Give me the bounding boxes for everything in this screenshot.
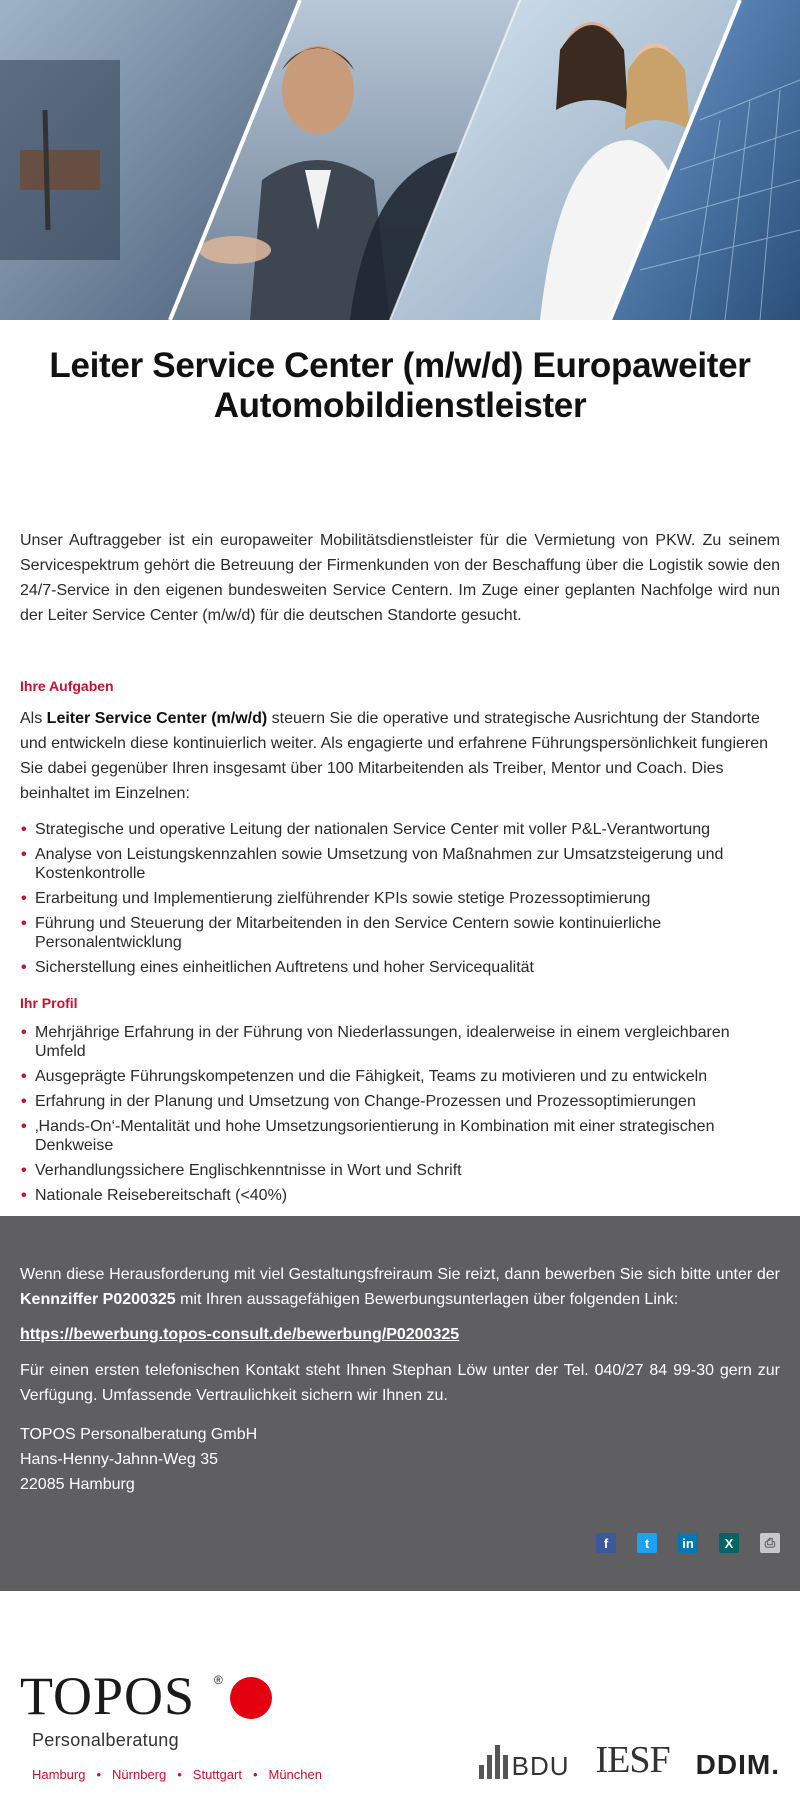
twitter-icon[interactable]: t — [637, 1533, 657, 1553]
print-icon[interactable]: ⎙ — [760, 1533, 780, 1553]
list-item — [20, 889, 780, 908]
list-item-text: Strategische und operative Leitung der nationalen Service Center mit voller P&L-Verantwortung — [35, 821, 711, 838]
list-item-text: ‚Hands-On‘-Mentalität und hohe Umsetzungsorientierung in Kombination mit einer strategischen Denkweise — [35, 1118, 715, 1154]
city-link[interactable]: Hamburg — [32, 1767, 86, 1782]
bdu-text: BDU — [511, 1751, 570, 1781]
tasks-para-prefix: Als — [20, 710, 47, 727]
list-item — [20, 845, 780, 883]
bullet-icon: • — [21, 1118, 27, 1135]
address-line: 22085 Hamburg — [20, 1476, 135, 1493]
bullet-icon: • — [21, 1162, 27, 1179]
list-item — [20, 958, 780, 977]
list-item-text: Analyse von Leistungskennzahlen sowie Umsetzung von Maßnahmen zur Umsatzsteigerung und Kostenkontrolle — [35, 846, 724, 882]
facebook-icon[interactable]: f — [596, 1533, 616, 1553]
bullet-icon: • — [21, 1093, 27, 1110]
registered-mark: ® — [214, 1673, 223, 1687]
list-item-text: Mehrjährige Erfahrung in der Führung von Niederlassungen, idealerweise in einem vergleichbaren Umfeld — [35, 1024, 730, 1060]
intro-text: Unser Auftraggeber ist ein europaweiter Mobilitätsdienstleister für die Vermietung von PKW. Zu seinem Servicespektrum gehört die Betreuung der Firmenkunden von der Beschaffung über die Logistik sowie den 24/7-Service in den eigenen bundesweiten Service Centern. Im Zuge einer geplanten Nachfolge wird nun der Leiter Service Center (m/w/d) für die deutschen Standorte gesucht. — [20, 532, 780, 624]
list-item-text: Verhandlungssichere Englischkenntnisse in Wort und Schrift — [35, 1162, 462, 1179]
phone-contact-text: Für einen ersten telefonischen Kontakt steht Ihnen Stephan Löw unter der Tel. 040/27 84 99-30 gern zur Verfügung. Umfassende Vertraulichkeit sichern wir Ihnen zu. — [20, 1362, 780, 1404]
bullet-icon: • — [21, 1187, 27, 1204]
address-line: TOPOS Personalberatung GmbH — [20, 1426, 258, 1443]
logo-dot-icon — [230, 1677, 272, 1719]
hero-image — [0, 0, 800, 320]
linkedin-icon[interactable]: in — [678, 1533, 698, 1553]
list-item — [20, 1067, 780, 1086]
city-link[interactable]: München — [268, 1767, 322, 1782]
section-heading-profile: Ihr Profil — [20, 995, 78, 1011]
address-line: Hans-Henny-Jahnn-Weg 35 — [20, 1451, 219, 1468]
footer — [0, 1591, 800, 1814]
city-separator: • — [252, 1767, 258, 1782]
apply-text — [20, 1262, 780, 1312]
tasks-paragraph — [20, 706, 780, 806]
list-item — [20, 1161, 780, 1180]
section-heading-tasks: Ihre Aufgaben — [20, 678, 114, 694]
apply-prefix: Wenn diese Herausforderung mit viel Gestaltungsfreiraum Sie reizt, dann bewerben Sie sich bitte unter der — [20, 1266, 780, 1283]
application-link[interactable]: https://bewerbung.topos-consult.de/bewerbung/P0200325 — [20, 1326, 460, 1343]
list-item-text: Nationale Reisebereitschaft (<40%) — [35, 1187, 288, 1204]
list-item — [20, 1186, 780, 1205]
company-address — [20, 1422, 780, 1497]
tasks-para-bold: Leiter Service Center (m/w/d) — [46, 710, 268, 727]
list-item — [20, 1117, 780, 1155]
bdu-bars-icon — [479, 1745, 508, 1779]
list-item-text: Ausgeprägte Führungskompetenzen und die Fähigkeit, Teams zu motivieren und zu entwickeln — [35, 1068, 708, 1085]
topos-logo — [20, 1666, 223, 1750]
xing-icon[interactable]: X — [719, 1533, 739, 1553]
bullet-icon: • — [21, 1024, 27, 1041]
profile-list — [20, 1023, 780, 1205]
city-link[interactable]: Nürnberg — [112, 1767, 167, 1782]
bullet-icon: • — [21, 1068, 27, 1085]
ddim-logo: DDIM. — [695, 1749, 780, 1780]
list-item-text: Erfahrung in der Planung und Umsetzung von Change-Prozessen und Prozessoptimierungen — [35, 1093, 696, 1110]
city-separator: • — [177, 1767, 182, 1782]
bullet-icon: • — [21, 846, 27, 863]
list-item — [20, 914, 780, 952]
list-item-text: Erarbeitung und Implementierung zielführender KPIs sowie stetige Prozessoptimierung — [35, 890, 651, 907]
bullet-icon: • — [21, 821, 27, 838]
job-description — [0, 528, 800, 1205]
list-item — [20, 820, 780, 839]
list-item — [20, 1092, 780, 1111]
list-item — [20, 1023, 780, 1061]
esf-logo: IESF — [595, 1739, 670, 1781]
bdu-logo — [479, 1745, 570, 1779]
person-face-icon — [282, 46, 354, 134]
association-logos — [479, 1741, 780, 1779]
logo-subtitle: Personalberatung — [32, 1730, 179, 1750]
tasks-para-rest: steuern Sie die operative und strategische Ausrichtung der Standorte und entwickeln diese kontinuierlich weiter. Als engagierte und erfahrene Führungspersönlichkeit fungieren Sie dabei gegenüber Ihren insgesamt über 100 Mitarbeitenden als Treiber, Mentor und Coach. Dies beinhaltet im Einzelnen: — [20, 710, 769, 802]
hero-collage — [0, 0, 800, 320]
city-separator: • — [96, 1767, 102, 1782]
apply-rest: mit Ihren aussagefähigen Bewerbungsunterlagen über folgenden Link: — [175, 1291, 679, 1308]
office-cities — [32, 1767, 322, 1782]
bullet-icon: • — [21, 915, 27, 932]
city-link[interactable]: Stuttgart — [192, 1767, 242, 1782]
page-title: Leiter Service Center (m/w/d) Europaweiter Automobildienstleister — [49, 346, 751, 425]
list-item-text: Sicherstellung eines einheitlichen Auftretens und hoher Servicequalität — [35, 959, 534, 976]
bullet-icon: • — [21, 959, 27, 976]
tasks-list — [20, 820, 780, 977]
contact-section — [0, 1216, 800, 1591]
bullet-icon: • — [21, 890, 27, 907]
logo-brand-text: TOPOS — [20, 1666, 196, 1726]
list-item-text: Führung und Steuerung der Mitarbeitenden in den Service Centern sowie kontinuierliche Personalentwicklung — [35, 915, 662, 951]
reference-number: Kennziffer P0200325 — [20, 1291, 176, 1308]
social-share-bar — [596, 1533, 780, 1553]
